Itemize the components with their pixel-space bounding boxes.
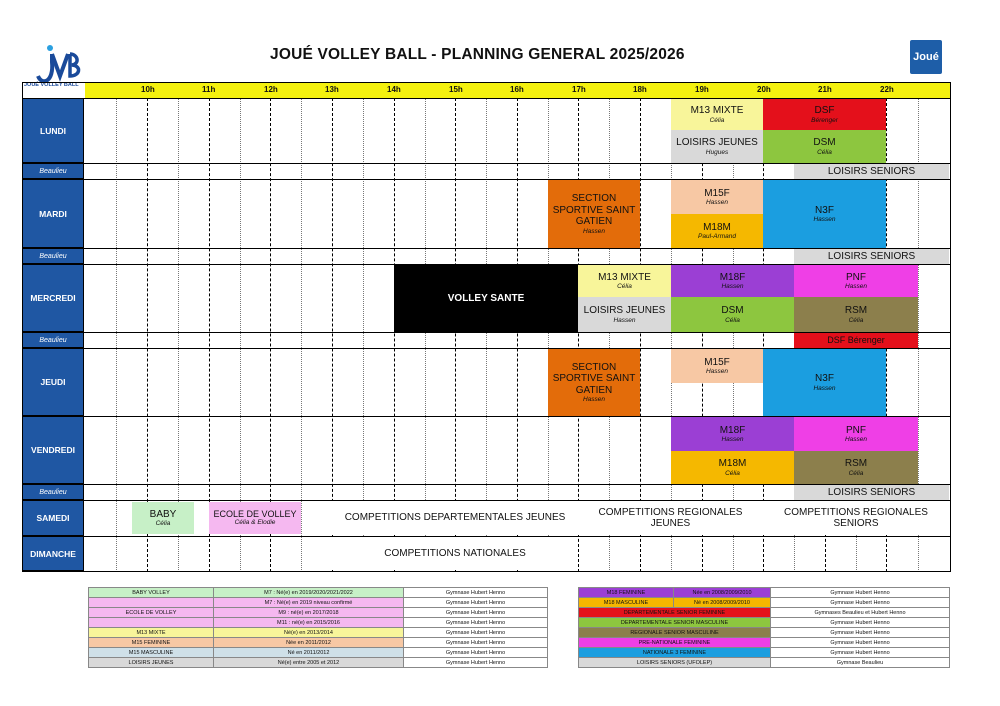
session-block: M15F Hassen bbox=[671, 349, 763, 383]
legend-row: M18 FEMININE Née en 2008/2009/2010 Gymnase Hubert Henno bbox=[579, 588, 950, 598]
session-block: RSM Célia bbox=[794, 451, 918, 484]
day-lundi: LUNDI bbox=[22, 98, 84, 163]
hour-label: 16h bbox=[510, 85, 524, 94]
session-block: SECTION SPORTIVE SAINT GATIEN Hassen bbox=[548, 349, 640, 416]
session-block: M18M Paul-Armand bbox=[671, 214, 763, 248]
legend-row: DEPARTEMENTALE SENIOR MASCULINE Gymnase Hubert Henno bbox=[579, 618, 950, 628]
hour-label: 21h bbox=[818, 85, 832, 94]
session-block: LOISIRS SENIORS bbox=[794, 485, 949, 500]
legend-left bbox=[88, 587, 548, 668]
day-mercredi: MERCREDI bbox=[22, 264, 84, 332]
venue-label: Beaulieu bbox=[22, 332, 84, 348]
logo-subtitle: JOUÉ VOLLEY BALL bbox=[24, 82, 79, 88]
hour-label: 17h bbox=[572, 85, 586, 94]
session-block: M18M Célia bbox=[671, 451, 794, 484]
session-block: COMPETITIONS DEPARTEMENTALES JEUNES bbox=[332, 501, 578, 535]
session-block: BABY Célia bbox=[132, 502, 194, 534]
hour-label: 19h bbox=[695, 85, 709, 94]
hour-label: 20h bbox=[757, 85, 771, 94]
session-block: M13 MIXTE Célia bbox=[671, 99, 763, 130]
venue-label: Beaulieu bbox=[22, 484, 84, 500]
session-block: DSF Bérenger bbox=[794, 333, 918, 348]
session-block: COMPETITIONS REGIONALES SENIORS bbox=[763, 501, 949, 535]
hour-label: 22h bbox=[880, 85, 894, 94]
legend-row: NATIONALE 3 FEMININE Gymnase Hubert Henno bbox=[579, 648, 950, 658]
session-block: PNF Hassen bbox=[794, 417, 918, 451]
legend-row: M15 MASCULINE Né en 2011/2012 Gymnase Hubert Henno bbox=[89, 648, 548, 658]
session-block: ECOLE DE VOLLEY Célia & Elodie bbox=[209, 502, 301, 534]
legend-row: M13 MIXTE Né(e) en 2013/2014 Gymnase Hubert Henno bbox=[89, 628, 548, 638]
session-block: DSF Bérenger bbox=[763, 99, 886, 130]
session-block: DSM Célia bbox=[763, 130, 886, 163]
planning-frame bbox=[22, 82, 951, 572]
session-block: PNF Hassen bbox=[794, 265, 918, 297]
legend-row: M18 MASCULINE Né en 2008/2009/2010 Gymnase Hubert Henno bbox=[579, 598, 950, 608]
hour-label: 13h bbox=[325, 85, 339, 94]
legend-row: LOISIRS JEUNES Né(e) entre 2005 et 2012 Gymnase Hubert Henno bbox=[89, 658, 548, 668]
legend-row: M15 FEMININE Née en 2011/2012 Gymnase Hubert Henno bbox=[89, 638, 548, 648]
legend-row: DEPARTEMENTALE SENIOR FEMININE Gymnases Beaulieu et Hubert Henno bbox=[579, 608, 950, 618]
venue-label: Beaulieu bbox=[22, 163, 84, 179]
session-block: DSM Célia bbox=[671, 297, 794, 332]
legend-right bbox=[578, 587, 950, 668]
day-samedi: SAMEDI bbox=[22, 500, 84, 536]
session-block: N3F Hassen bbox=[763, 349, 886, 416]
legend-row: LOISIRS SENIORS (UFOLEP) Gymnase Beaulieu bbox=[579, 658, 950, 668]
legend-row: PRE-NATIONALE FEMININE Gymnase Hubert Henno bbox=[579, 638, 950, 648]
legend-row: BABY VOLLEY M7 : Né(e) en 2019/2020/2021/2022 Gymnase Hubert Henno bbox=[89, 588, 548, 598]
legend-row: ECOLE DE VOLLEY M9 : né(e) en 2017/2018 Gymnase Hubert Henno bbox=[89, 608, 548, 618]
day-vendredi: VENDREDI bbox=[22, 416, 84, 484]
page-title: JOUÉ VOLLEY BALL - PLANNING GENERAL 2025/2026 bbox=[270, 46, 685, 63]
hour-label: 18h bbox=[633, 85, 647, 94]
session-block: LOISIRS JEUNES Hassen bbox=[578, 297, 671, 332]
day-dimanche: DIMANCHE bbox=[22, 536, 84, 571]
session-block: M13 MIXTE Célia bbox=[578, 265, 671, 297]
session-block: N3F Hassen bbox=[763, 180, 886, 248]
session-block: COMPETITIONS NATIONALES bbox=[332, 537, 578, 570]
hour-label: 12h bbox=[264, 85, 278, 94]
hour-label: 15h bbox=[449, 85, 463, 94]
session-block: M15F Hassen bbox=[671, 180, 763, 214]
day-jeudi: JEUDI bbox=[22, 348, 84, 416]
session-block: M18F Hassen bbox=[671, 417, 794, 451]
city-logo: Joué bbox=[910, 40, 942, 74]
session-block: LOISIRS SENIORS bbox=[794, 164, 949, 179]
hour-label: 10h bbox=[141, 85, 155, 94]
legend-row: REGIONALE SENIOR MASCULINE Gymnase Hubert Henno bbox=[579, 628, 950, 638]
legend-row: M11 : né(e) en 2015/2016 Gymnase Hubert Henno bbox=[89, 618, 548, 628]
hour-label: 11h bbox=[202, 85, 216, 94]
session-block: COMPETITIONS REGIONALES JEUNES bbox=[578, 501, 763, 535]
session-block: SECTION SPORTIVE SAINT GATIEN Hassen bbox=[548, 180, 640, 248]
day-mardi: MARDI bbox=[22, 179, 84, 248]
session-block: VOLLEY SANTE bbox=[394, 265, 578, 332]
session-block: LOISIRS JEUNES Hugues bbox=[671, 130, 763, 163]
venue-label: Beaulieu bbox=[22, 248, 84, 264]
session-block: LOISIRS SENIORS bbox=[794, 249, 949, 264]
session-block: RSM Célia bbox=[794, 297, 918, 332]
legend-row: M7 : Né(e) en 2019 niveau confirmé Gymnase Hubert Henno bbox=[89, 598, 548, 608]
hour-label: 14h bbox=[387, 85, 401, 94]
session-block: M18F Hassen bbox=[671, 265, 794, 297]
